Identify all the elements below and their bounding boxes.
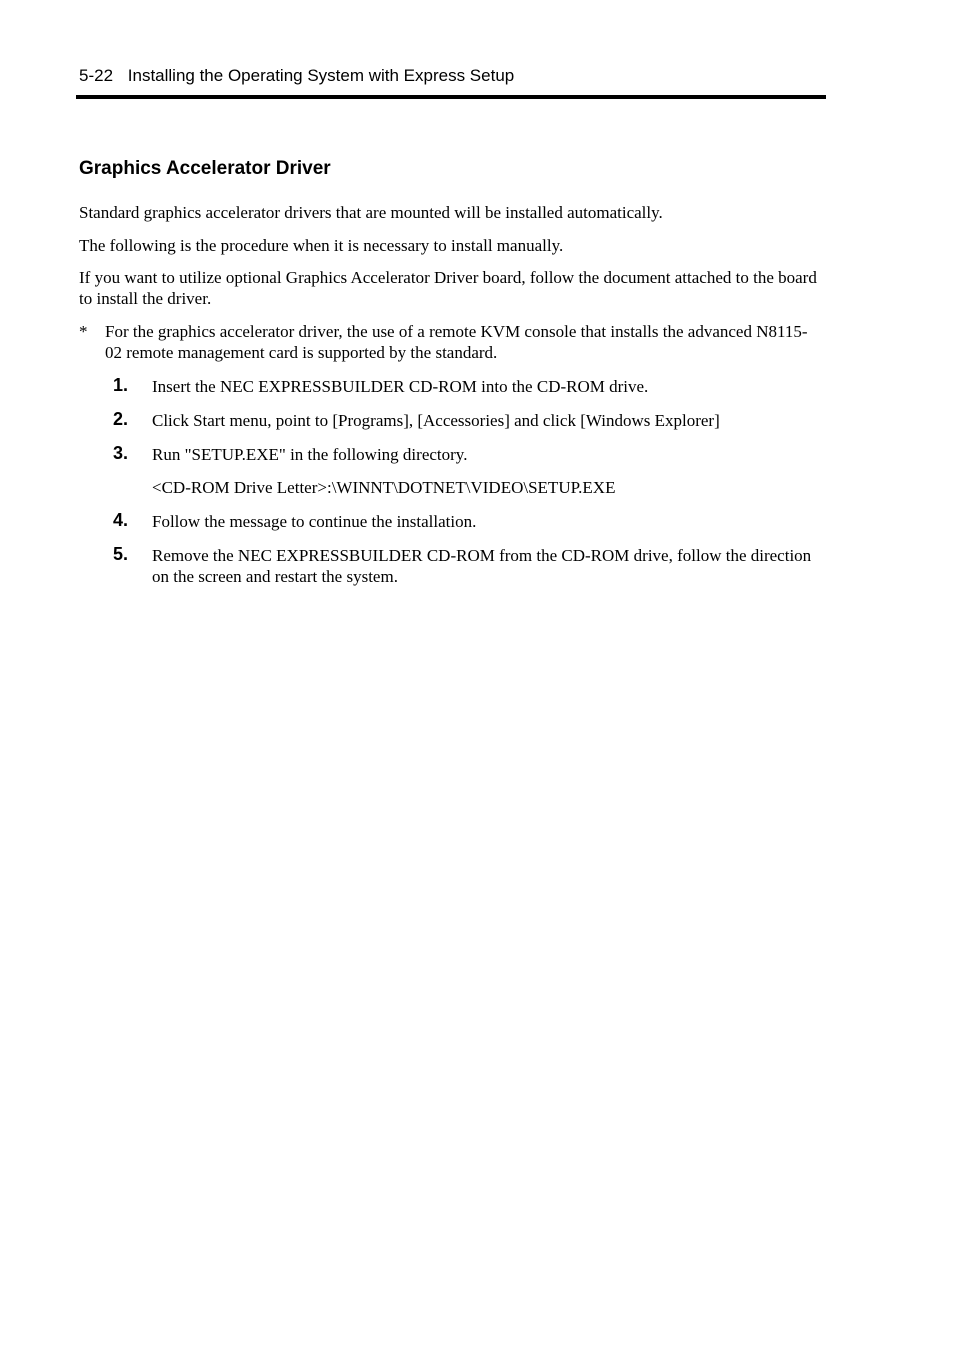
page-number: 5-22 — [79, 66, 114, 85]
note-asterisk: * — [79, 322, 88, 341]
step-number: 1. — [113, 375, 129, 395]
step-number: 3. — [113, 443, 129, 463]
step-text: Run "SETUP.EXE" in the following directory. — [152, 445, 468, 464]
header-rule — [76, 95, 826, 99]
step-text: Insert the NEC EXPRESSBUILDER CD-ROM into the CD-ROM drive. — [152, 377, 649, 396]
section-heading: Graphics Accelerator Driver — [79, 158, 331, 179]
step-text: Follow the message to continue the installation. — [152, 512, 477, 531]
step-number: 2. — [113, 409, 129, 429]
running-header — [79, 64, 514, 88]
note-text: For the graphics accelerator driver, the use of a remote KVM console that installs the advanced N8115-02 remote management card is supported by the standard. — [105, 322, 808, 362]
manual-install-paragraph: The following is the procedure when it is necessary to install manually. — [79, 236, 564, 255]
optional-board-paragraph: If you want to utilize optional Graphics Accelerator Driver board, follow the document attached to the board to install the driver. — [79, 268, 817, 308]
chapter-title: Installing the Operating System with Express Setup — [127, 66, 515, 85]
step-number: 5. — [113, 544, 129, 564]
step-text: Click Start menu, point to [Programs], [Accessories] and click [Windows Explorer] — [152, 411, 720, 430]
setup-path: <CD-ROM Drive Letter>:\WINNT\DOTNET\VIDEO\SETUP.EXE — [152, 478, 616, 497]
intro-paragraph: Standard graphics accelerator drivers that are mounted will be installed automatically. — [79, 203, 663, 222]
step-number: 4. — [113, 510, 129, 530]
step-text: Remove the NEC EXPRESSBUILDER CD-ROM from the CD-ROM drive, follow the direction on the screen and restart the system. — [152, 546, 812, 586]
